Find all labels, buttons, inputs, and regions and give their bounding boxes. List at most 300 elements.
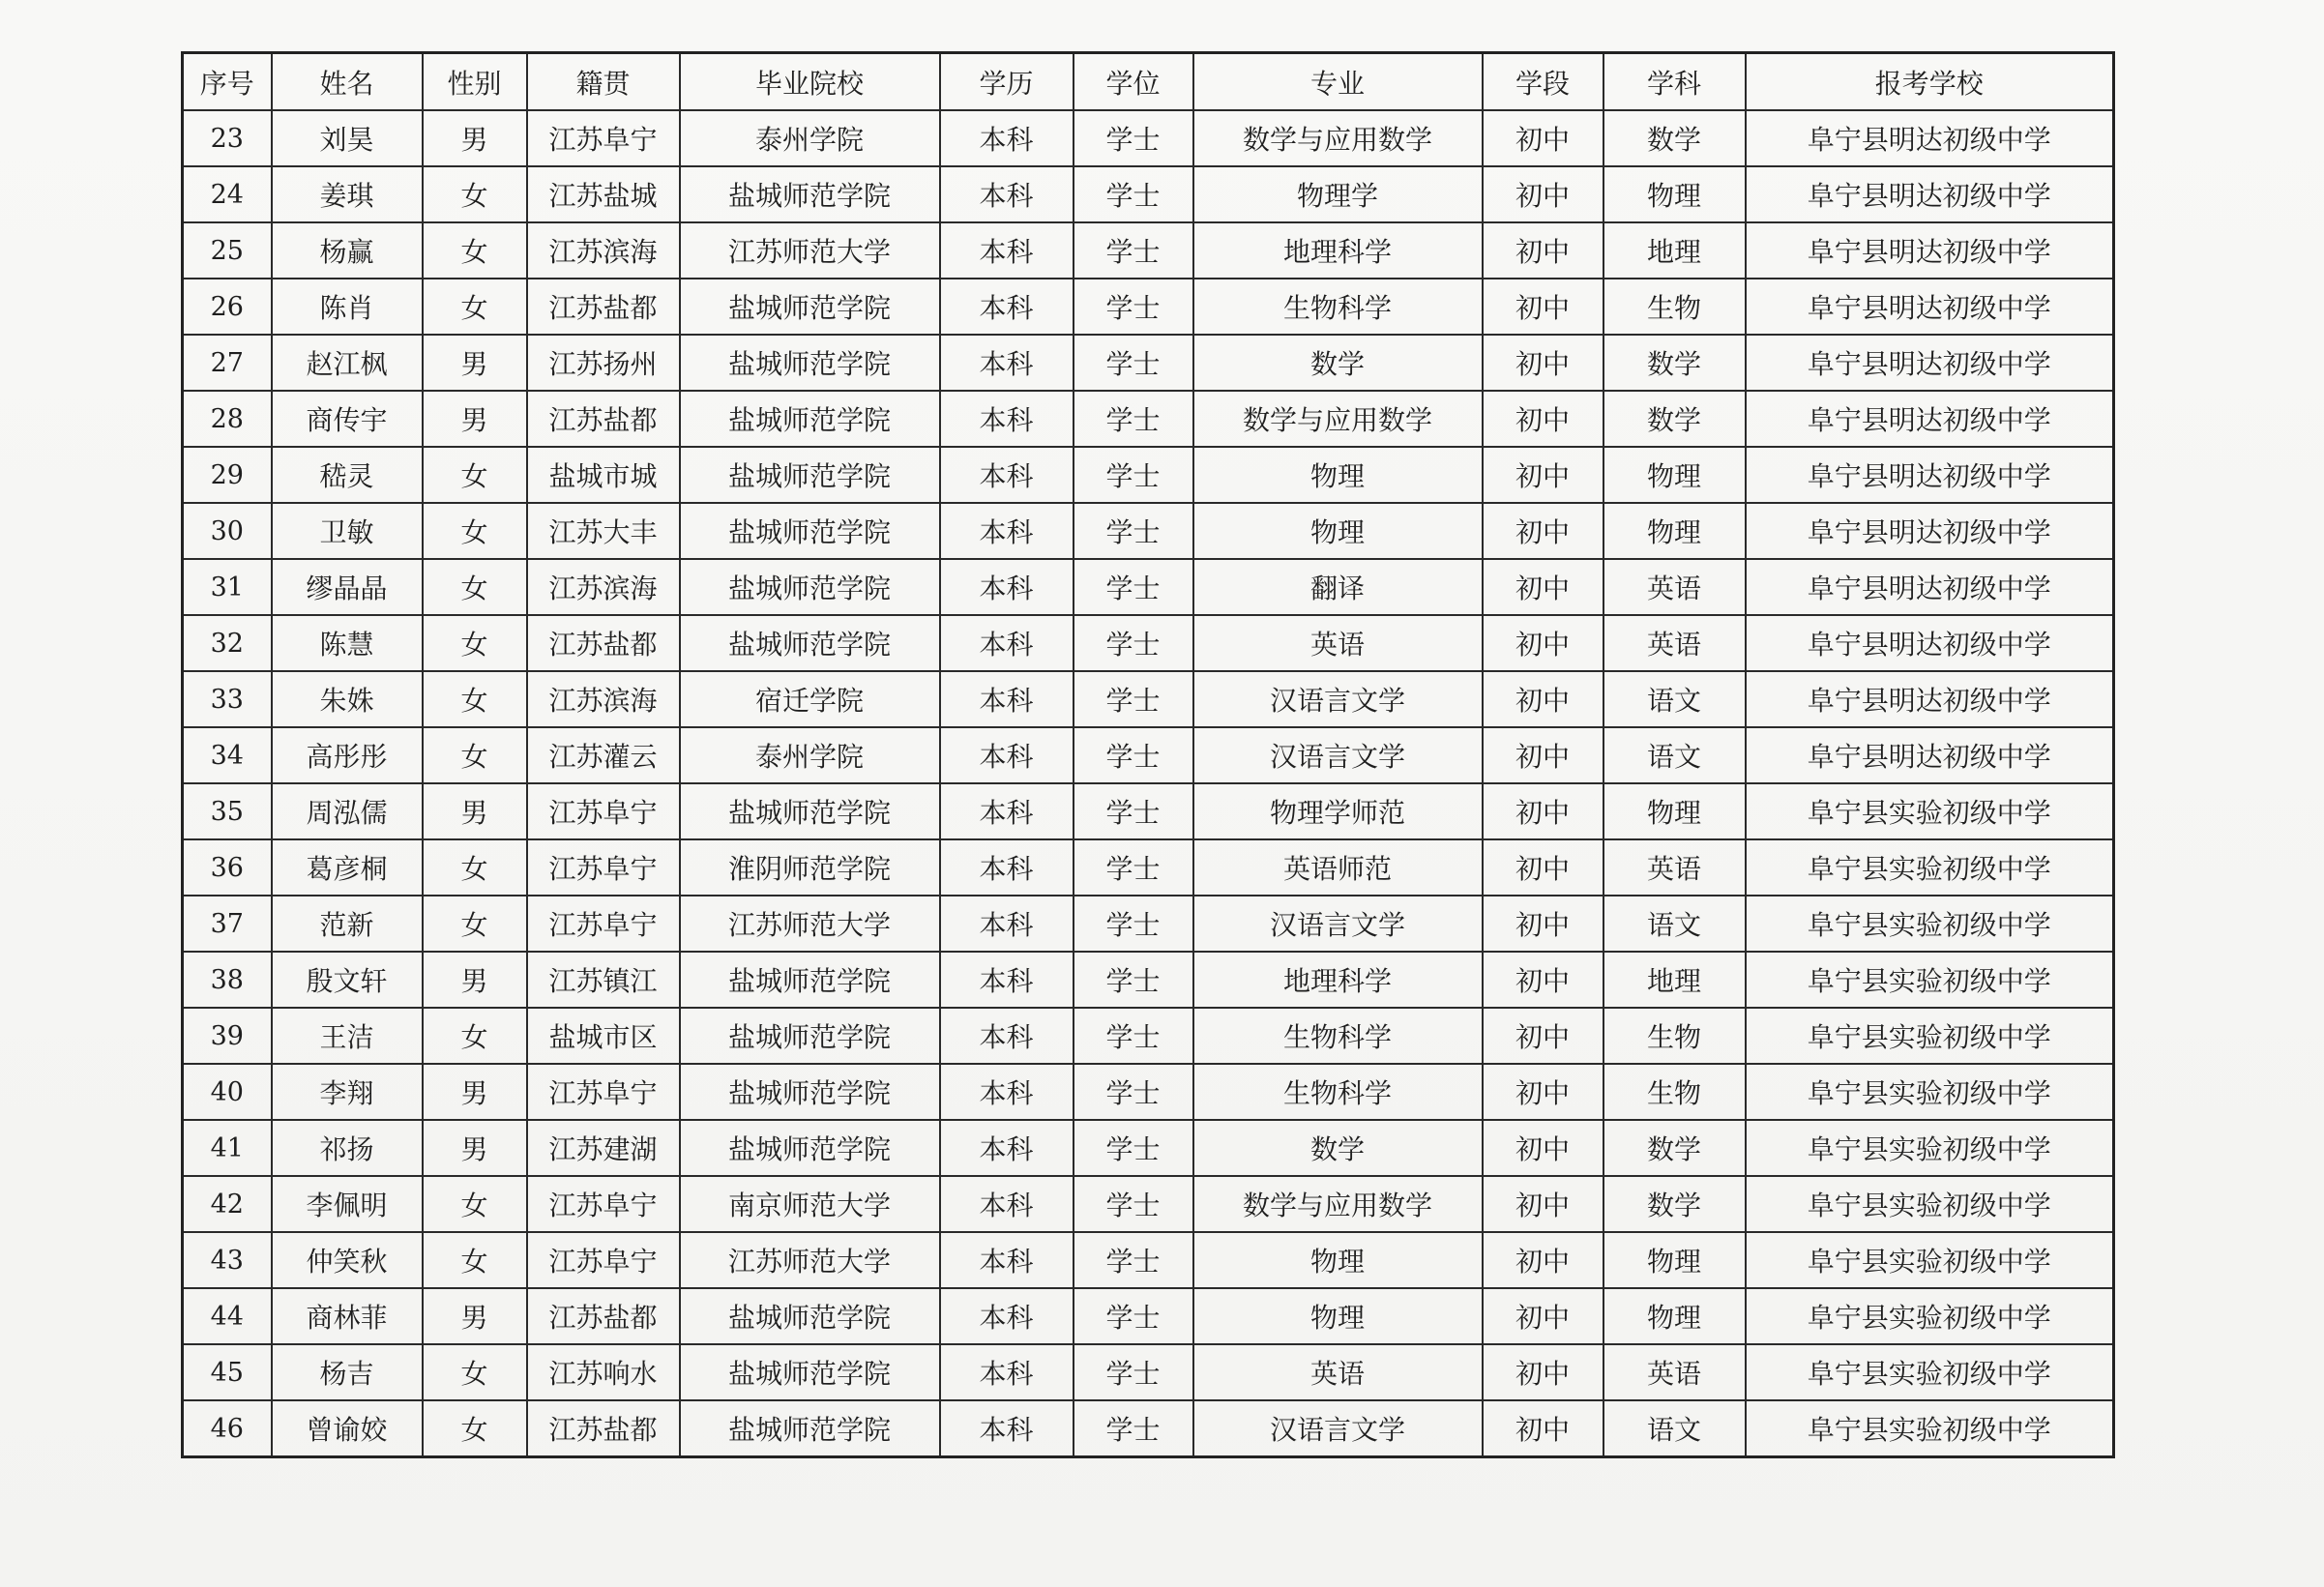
cell-degree: 学士 <box>1074 1288 1193 1344</box>
cell-major: 物理 <box>1193 447 1483 503</box>
cell-stage: 初中 <box>1483 1120 1603 1176</box>
cell-name: 陈肖 <box>272 279 423 335</box>
cell-school: 盐城师范学院 <box>680 391 940 447</box>
cell-target-school: 阜宁县实验初级中学 <box>1746 952 2114 1008</box>
cell-name: 朱姝 <box>272 671 423 727</box>
cell-native-place: 江苏阜宁 <box>527 1064 680 1120</box>
cell-index: 28 <box>183 391 272 447</box>
table-row <box>183 110 2114 166</box>
cell-gender: 男 <box>423 783 527 839</box>
cell-gender: 女 <box>423 615 527 671</box>
cell-target-school: 阜宁县明达初级中学 <box>1746 671 2114 727</box>
candidate-table <box>181 51 2115 1458</box>
cell-education: 本科 <box>940 1176 1074 1232</box>
cell-subject: 数学 <box>1603 1120 1746 1176</box>
cell-stage: 初中 <box>1483 1288 1603 1344</box>
cell-major: 英语 <box>1193 615 1483 671</box>
cell-stage: 初中 <box>1483 839 1603 896</box>
cell-stage: 初中 <box>1483 1176 1603 1232</box>
cell-major: 数学 <box>1193 335 1483 391</box>
cell-major: 物理 <box>1193 1288 1483 1344</box>
cell-school: 盐城师范学院 <box>680 1400 940 1457</box>
table-row <box>183 727 2114 783</box>
cell-stage: 初中 <box>1483 335 1603 391</box>
cell-subject: 地理 <box>1603 952 1746 1008</box>
cell-school: 盐城师范学院 <box>680 559 940 615</box>
cell-major: 数学与应用数学 <box>1193 110 1483 166</box>
header-cell: 学科 <box>1603 53 1746 111</box>
cell-name: 曾谕姣 <box>272 1400 423 1457</box>
cell-major: 物理 <box>1193 503 1483 559</box>
cell-native-place: 江苏阜宁 <box>527 1232 680 1288</box>
cell-major: 数学 <box>1193 1120 1483 1176</box>
cell-education: 本科 <box>940 1064 1074 1120</box>
cell-stage: 初中 <box>1483 1064 1603 1120</box>
header-cell: 专业 <box>1193 53 1483 111</box>
cell-native-place: 盐城市城 <box>527 447 680 503</box>
cell-name: 商传宇 <box>272 391 423 447</box>
cell-subject: 物理 <box>1603 447 1746 503</box>
table-row <box>183 1120 2114 1176</box>
table-row <box>183 1064 2114 1120</box>
cell-education: 本科 <box>940 671 1074 727</box>
cell-native-place: 江苏阜宁 <box>527 896 680 952</box>
cell-gender: 男 <box>423 1288 527 1344</box>
cell-major: 英语 <box>1193 1344 1483 1400</box>
cell-index: 32 <box>183 615 272 671</box>
cell-education: 本科 <box>940 110 1074 166</box>
cell-native-place: 江苏盐都 <box>527 279 680 335</box>
cell-target-school: 阜宁县明达初级中学 <box>1746 447 2114 503</box>
cell-major: 地理科学 <box>1193 952 1483 1008</box>
cell-major: 生物科学 <box>1193 279 1483 335</box>
table-row <box>183 1288 2114 1344</box>
cell-target-school: 阜宁县实验初级中学 <box>1746 896 2114 952</box>
cell-name: 祁扬 <box>272 1120 423 1176</box>
cell-gender: 女 <box>423 896 527 952</box>
cell-education: 本科 <box>940 1120 1074 1176</box>
cell-gender: 男 <box>423 391 527 447</box>
cell-subject: 物理 <box>1603 166 1746 222</box>
cell-index: 35 <box>183 783 272 839</box>
cell-gender: 女 <box>423 839 527 896</box>
cell-index: 29 <box>183 447 272 503</box>
table-row <box>183 222 2114 279</box>
cell-name: 李佩明 <box>272 1176 423 1232</box>
cell-major: 地理科学 <box>1193 222 1483 279</box>
cell-stage: 初中 <box>1483 503 1603 559</box>
cell-gender: 女 <box>423 559 527 615</box>
cell-stage: 初中 <box>1483 391 1603 447</box>
cell-stage: 初中 <box>1483 222 1603 279</box>
cell-school: 盐城师范学院 <box>680 1344 940 1400</box>
cell-school: 泰州学院 <box>680 110 940 166</box>
cell-target-school: 阜宁县实验初级中学 <box>1746 783 2114 839</box>
cell-school: 江苏师范大学 <box>680 222 940 279</box>
cell-gender: 女 <box>423 279 527 335</box>
cell-major: 数学与应用数学 <box>1193 391 1483 447</box>
cell-index: 26 <box>183 279 272 335</box>
cell-name: 卫敏 <box>272 503 423 559</box>
cell-stage: 初中 <box>1483 110 1603 166</box>
table-row <box>183 615 2114 671</box>
cell-school: 江苏师范大学 <box>680 1232 940 1288</box>
cell-education: 本科 <box>940 1008 1074 1064</box>
cell-school: 淮阴师范学院 <box>680 839 940 896</box>
cell-name: 高彤彤 <box>272 727 423 783</box>
cell-stage: 初中 <box>1483 447 1603 503</box>
cell-native-place: 江苏盐城 <box>527 166 680 222</box>
cell-target-school: 阜宁县明达初级中学 <box>1746 335 2114 391</box>
cell-subject: 英语 <box>1603 1344 1746 1400</box>
table-row <box>183 671 2114 727</box>
cell-school: 宿迁学院 <box>680 671 940 727</box>
cell-school: 江苏师范大学 <box>680 896 940 952</box>
cell-name: 刘昊 <box>272 110 423 166</box>
cell-index: 45 <box>183 1344 272 1400</box>
cell-degree: 学士 <box>1074 110 1193 166</box>
cell-education: 本科 <box>940 727 1074 783</box>
table-row <box>183 1176 2114 1232</box>
cell-major: 翻译 <box>1193 559 1483 615</box>
cell-education: 本科 <box>940 896 1074 952</box>
cell-education: 本科 <box>940 559 1074 615</box>
cell-gender: 女 <box>423 166 527 222</box>
cell-school: 盐城师范学院 <box>680 166 940 222</box>
cell-name: 李翔 <box>272 1064 423 1120</box>
cell-gender: 女 <box>423 447 527 503</box>
cell-education: 本科 <box>940 503 1074 559</box>
cell-subject: 物理 <box>1603 1232 1746 1288</box>
cell-school: 南京师范大学 <box>680 1176 940 1232</box>
cell-degree: 学士 <box>1074 166 1193 222</box>
table-row <box>183 335 2114 391</box>
cell-native-place: 江苏阜宁 <box>527 783 680 839</box>
cell-stage: 初中 <box>1483 166 1603 222</box>
cell-target-school: 阜宁县明达初级中学 <box>1746 559 2114 615</box>
cell-name: 缪晶晶 <box>272 559 423 615</box>
table-row <box>183 166 2114 222</box>
cell-target-school: 阜宁县明达初级中学 <box>1746 503 2114 559</box>
cell-gender: 女 <box>423 1008 527 1064</box>
cell-degree: 学士 <box>1074 1400 1193 1457</box>
cell-education: 本科 <box>940 839 1074 896</box>
cell-education: 本科 <box>940 447 1074 503</box>
cell-index: 43 <box>183 1232 272 1288</box>
cell-index: 44 <box>183 1288 272 1344</box>
table-row <box>183 391 2114 447</box>
cell-school: 盐城师范学院 <box>680 1064 940 1120</box>
cell-subject: 数学 <box>1603 391 1746 447</box>
cell-stage: 初中 <box>1483 727 1603 783</box>
cell-native-place: 江苏盐都 <box>527 391 680 447</box>
cell-gender: 男 <box>423 1120 527 1176</box>
cell-gender: 女 <box>423 1344 527 1400</box>
cell-education: 本科 <box>940 1344 1074 1400</box>
cell-degree: 学士 <box>1074 222 1193 279</box>
cell-school: 盐城师范学院 <box>680 335 940 391</box>
cell-degree: 学士 <box>1074 335 1193 391</box>
header-cell: 籍贯 <box>527 53 680 111</box>
table-row <box>183 783 2114 839</box>
cell-target-school: 阜宁县明达初级中学 <box>1746 166 2114 222</box>
cell-subject: 语文 <box>1603 1400 1746 1457</box>
cell-native-place: 江苏阜宁 <box>527 110 680 166</box>
cell-degree: 学士 <box>1074 279 1193 335</box>
cell-stage: 初中 <box>1483 1400 1603 1457</box>
cell-gender: 男 <box>423 110 527 166</box>
cell-subject: 语文 <box>1603 671 1746 727</box>
cell-native-place: 江苏阜宁 <box>527 1176 680 1232</box>
cell-index: 23 <box>183 110 272 166</box>
cell-degree: 学士 <box>1074 952 1193 1008</box>
cell-degree: 学士 <box>1074 1064 1193 1120</box>
cell-gender: 女 <box>423 1400 527 1457</box>
cell-index: 27 <box>183 335 272 391</box>
cell-degree: 学士 <box>1074 503 1193 559</box>
cell-degree: 学士 <box>1074 783 1193 839</box>
cell-target-school: 阜宁县明达初级中学 <box>1746 391 2114 447</box>
cell-school: 盐城师范学院 <box>680 1120 940 1176</box>
cell-native-place: 江苏大丰 <box>527 503 680 559</box>
cell-gender: 男 <box>423 1064 527 1120</box>
cell-index: 37 <box>183 896 272 952</box>
cell-name: 葛彦桐 <box>272 839 423 896</box>
cell-education: 本科 <box>940 391 1074 447</box>
cell-index: 25 <box>183 222 272 279</box>
table-row <box>183 839 2114 896</box>
cell-native-place: 盐城市区 <box>527 1008 680 1064</box>
cell-target-school: 阜宁县明达初级中学 <box>1746 110 2114 166</box>
cell-index: 34 <box>183 727 272 783</box>
cell-school: 盐城师范学院 <box>680 783 940 839</box>
cell-name: 杨吉 <box>272 1344 423 1400</box>
cell-education: 本科 <box>940 1288 1074 1344</box>
cell-major: 英语师范 <box>1193 839 1483 896</box>
cell-subject: 生物 <box>1603 1008 1746 1064</box>
table-row <box>183 1232 2114 1288</box>
cell-name: 姜琪 <box>272 166 423 222</box>
table-row <box>183 1400 2114 1457</box>
cell-subject: 生物 <box>1603 1064 1746 1120</box>
cell-target-school: 阜宁县实验初级中学 <box>1746 1400 2114 1457</box>
cell-subject: 物理 <box>1603 503 1746 559</box>
table-row <box>183 1344 2114 1400</box>
cell-native-place: 江苏建湖 <box>527 1120 680 1176</box>
cell-native-place: 江苏扬州 <box>527 335 680 391</box>
cell-name: 陈慧 <box>272 615 423 671</box>
cell-target-school: 阜宁县实验初级中学 <box>1746 1008 2114 1064</box>
cell-degree: 学士 <box>1074 615 1193 671</box>
cell-target-school: 阜宁县实验初级中学 <box>1746 1232 2114 1288</box>
cell-school: 盐城师范学院 <box>680 279 940 335</box>
cell-native-place: 江苏阜宁 <box>527 839 680 896</box>
cell-degree: 学士 <box>1074 1120 1193 1176</box>
cell-stage: 初中 <box>1483 559 1603 615</box>
cell-target-school: 阜宁县明达初级中学 <box>1746 727 2114 783</box>
table-row <box>183 896 2114 952</box>
cell-gender: 女 <box>423 503 527 559</box>
header-cell: 毕业院校 <box>680 53 940 111</box>
cell-major: 物理 <box>1193 1232 1483 1288</box>
cell-target-school: 阜宁县实验初级中学 <box>1746 1120 2114 1176</box>
cell-stage: 初中 <box>1483 952 1603 1008</box>
cell-gender: 女 <box>423 1232 527 1288</box>
header-cell: 学历 <box>940 53 1074 111</box>
cell-degree: 学士 <box>1074 391 1193 447</box>
cell-major: 汉语言文学 <box>1193 896 1483 952</box>
table-row <box>183 559 2114 615</box>
cell-degree: 学士 <box>1074 727 1193 783</box>
cell-subject: 生物 <box>1603 279 1746 335</box>
cell-stage: 初中 <box>1483 1008 1603 1064</box>
cell-name: 赵江枫 <box>272 335 423 391</box>
cell-native-place: 江苏灌云 <box>527 727 680 783</box>
cell-degree: 学士 <box>1074 896 1193 952</box>
cell-major: 汉语言文学 <box>1193 1400 1483 1457</box>
header-row <box>183 53 2114 111</box>
cell-education: 本科 <box>940 335 1074 391</box>
cell-major: 汉语言文学 <box>1193 727 1483 783</box>
cell-name: 范新 <box>272 896 423 952</box>
cell-target-school: 阜宁县实验初级中学 <box>1746 1344 2114 1400</box>
cell-native-place: 江苏滨海 <box>527 559 680 615</box>
cell-native-place: 江苏响水 <box>527 1344 680 1400</box>
cell-stage: 初中 <box>1483 1232 1603 1288</box>
cell-subject: 英语 <box>1603 615 1746 671</box>
cell-index: 38 <box>183 952 272 1008</box>
header-cell: 序号 <box>183 53 272 111</box>
cell-gender: 女 <box>423 671 527 727</box>
cell-degree: 学士 <box>1074 839 1193 896</box>
cell-education: 本科 <box>940 222 1074 279</box>
cell-index: 39 <box>183 1008 272 1064</box>
cell-gender: 女 <box>423 222 527 279</box>
cell-target-school: 阜宁县实验初级中学 <box>1746 1176 2114 1232</box>
cell-subject: 语文 <box>1603 896 1746 952</box>
cell-subject: 物理 <box>1603 783 1746 839</box>
cell-gender: 女 <box>423 727 527 783</box>
cell-major: 物理学 <box>1193 166 1483 222</box>
cell-name: 殷文轩 <box>272 952 423 1008</box>
cell-index: 30 <box>183 503 272 559</box>
table-row <box>183 952 2114 1008</box>
cell-school: 盐城师范学院 <box>680 952 940 1008</box>
cell-index: 36 <box>183 839 272 896</box>
table-row <box>183 1008 2114 1064</box>
cell-education: 本科 <box>940 166 1074 222</box>
cell-stage: 初中 <box>1483 671 1603 727</box>
cell-subject: 地理 <box>1603 222 1746 279</box>
cell-degree: 学士 <box>1074 1008 1193 1064</box>
cell-degree: 学士 <box>1074 1232 1193 1288</box>
cell-school: 盐城师范学院 <box>680 1288 940 1344</box>
cell-target-school: 阜宁县明达初级中学 <box>1746 279 2114 335</box>
cell-index: 24 <box>183 166 272 222</box>
cell-index: 33 <box>183 671 272 727</box>
cell-subject: 数学 <box>1603 1176 1746 1232</box>
cell-education: 本科 <box>940 783 1074 839</box>
cell-education: 本科 <box>940 952 1074 1008</box>
cell-stage: 初中 <box>1483 615 1603 671</box>
cell-target-school: 阜宁县明达初级中学 <box>1746 615 2114 671</box>
table-row <box>183 279 2114 335</box>
cell-major: 汉语言文学 <box>1193 671 1483 727</box>
table-header <box>183 53 2114 111</box>
cell-degree: 学士 <box>1074 559 1193 615</box>
cell-major: 生物科学 <box>1193 1008 1483 1064</box>
table-row <box>183 447 2114 503</box>
header-cell: 学段 <box>1483 53 1603 111</box>
header-cell: 性别 <box>423 53 527 111</box>
cell-native-place: 江苏盐都 <box>527 615 680 671</box>
cell-name: 嵇灵 <box>272 447 423 503</box>
cell-subject: 英语 <box>1603 839 1746 896</box>
header-cell: 学位 <box>1074 53 1193 111</box>
cell-name: 仲笑秋 <box>272 1232 423 1288</box>
header-cell: 报考学校 <box>1746 53 2114 111</box>
cell-native-place: 江苏盐都 <box>527 1400 680 1457</box>
cell-degree: 学士 <box>1074 1344 1193 1400</box>
cell-subject: 物理 <box>1603 1288 1746 1344</box>
cell-target-school: 阜宁县实验初级中学 <box>1746 1288 2114 1344</box>
cell-gender: 男 <box>423 335 527 391</box>
cell-gender: 女 <box>423 1176 527 1232</box>
cell-education: 本科 <box>940 1400 1074 1457</box>
cell-index: 41 <box>183 1120 272 1176</box>
header-cell: 姓名 <box>272 53 423 111</box>
cell-name: 商林菲 <box>272 1288 423 1344</box>
cell-subject: 英语 <box>1603 559 1746 615</box>
cell-school: 盐城师范学院 <box>680 503 940 559</box>
cell-index: 31 <box>183 559 272 615</box>
cell-school: 泰州学院 <box>680 727 940 783</box>
table-body <box>183 110 2114 1457</box>
cell-index: 46 <box>183 1400 272 1457</box>
cell-index: 42 <box>183 1176 272 1232</box>
cell-major: 数学与应用数学 <box>1193 1176 1483 1232</box>
cell-subject: 语文 <box>1603 727 1746 783</box>
cell-name: 王洁 <box>272 1008 423 1064</box>
cell-native-place: 江苏滨海 <box>527 222 680 279</box>
cell-major: 物理学师范 <box>1193 783 1483 839</box>
cell-gender: 男 <box>423 952 527 1008</box>
cell-stage: 初中 <box>1483 783 1603 839</box>
cell-degree: 学士 <box>1074 447 1193 503</box>
cell-degree: 学士 <box>1074 1176 1193 1232</box>
cell-native-place: 江苏滨海 <box>527 671 680 727</box>
cell-stage: 初中 <box>1483 1344 1603 1400</box>
cell-degree: 学士 <box>1074 671 1193 727</box>
cell-target-school: 阜宁县明达初级中学 <box>1746 222 2114 279</box>
cell-school: 盐城师范学院 <box>680 1008 940 1064</box>
cell-target-school: 阜宁县实验初级中学 <box>1746 1064 2114 1120</box>
cell-native-place: 江苏盐都 <box>527 1288 680 1344</box>
cell-education: 本科 <box>940 615 1074 671</box>
cell-school: 盐城师范学院 <box>680 447 940 503</box>
cell-education: 本科 <box>940 279 1074 335</box>
cell-subject: 数学 <box>1603 110 1746 166</box>
cell-subject: 数学 <box>1603 335 1746 391</box>
cell-target-school: 阜宁县实验初级中学 <box>1746 839 2114 896</box>
cell-name: 周泓儒 <box>272 783 423 839</box>
cell-stage: 初中 <box>1483 279 1603 335</box>
cell-education: 本科 <box>940 1232 1074 1288</box>
cell-name: 杨赢 <box>272 222 423 279</box>
cell-school: 盐城师范学院 <box>680 615 940 671</box>
cell-major: 生物科学 <box>1193 1064 1483 1120</box>
table-row <box>183 503 2114 559</box>
